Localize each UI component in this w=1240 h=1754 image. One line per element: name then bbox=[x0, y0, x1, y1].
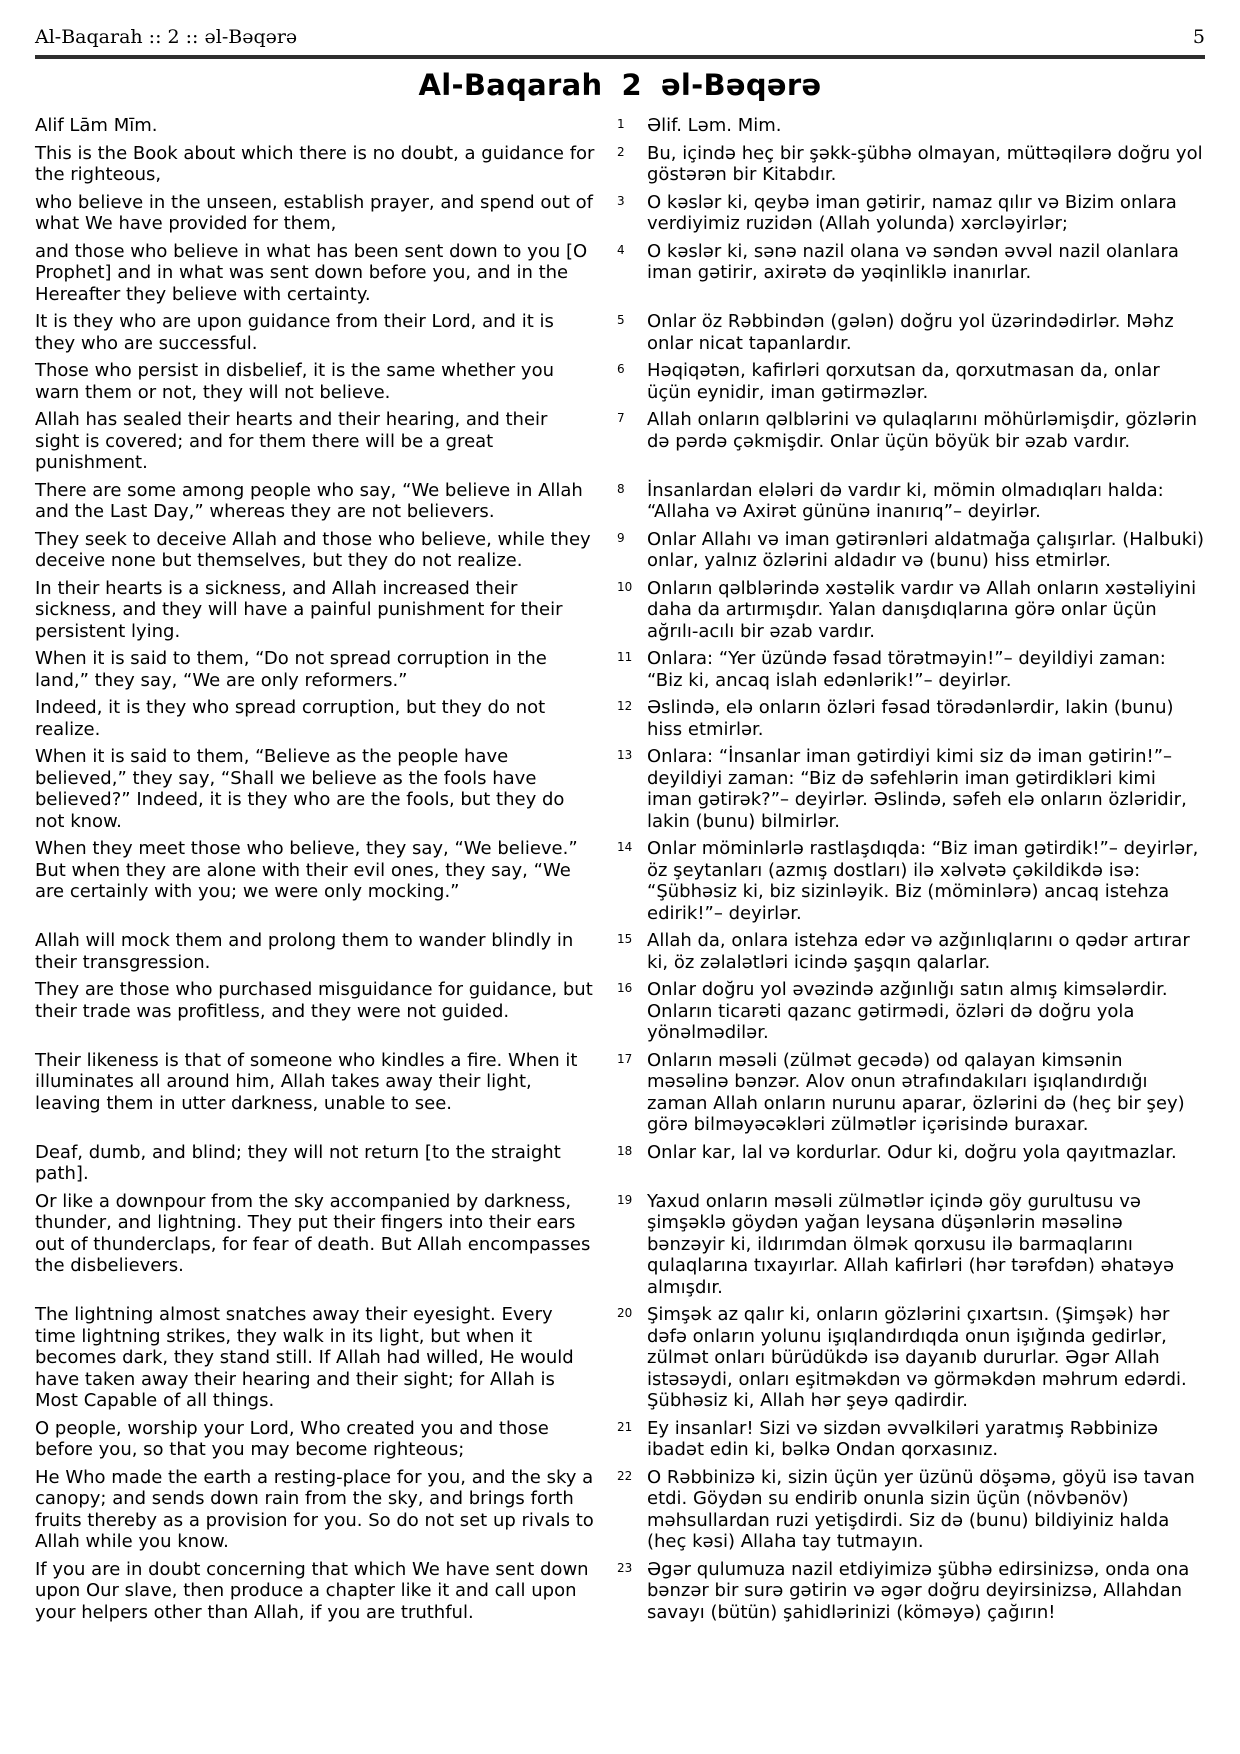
verse-text-english: When it is said to them, “Believe as the people have believed,” they say, “Shall we believe as the fools have believed?” Indeed, it is they who are the fools, but they do not know. bbox=[35, 746, 565, 832]
verse-text-english: Alif Lām Mīm. bbox=[35, 115, 158, 136]
chapter-number: 2 bbox=[621, 68, 642, 102]
verse-row bbox=[35, 979, 1205, 1044]
verse-text-azerbaijani: Həqiqətən, kafirləri qorxutsan da, qorxutmasan da, onlar üçün eynidir, iman gətirməzlər. bbox=[647, 360, 1160, 403]
verse-text-azerbaijani: Onlar doğru yol əvəzində azğınlığı satın almış kimsələrdir. Onların ticarəti qazanc gətirmədi, özləri də doğru yola yönəlmədilər. bbox=[647, 979, 1168, 1043]
verse-number: 19 bbox=[617, 1192, 633, 1207]
verse-text-english: Those who persist in disbelief, it is the same whether you warn them or not, they will not believe. bbox=[35, 360, 555, 403]
verse-azerbaijani-cell bbox=[617, 697, 1205, 740]
verse-azerbaijani-cell bbox=[617, 360, 1205, 403]
verse-row bbox=[35, 746, 1205, 832]
verse-azerbaijani-cell bbox=[617, 1418, 1205, 1461]
verse-number: 21 bbox=[617, 1419, 633, 1434]
verse-row bbox=[35, 360, 1205, 403]
verse-text-azerbaijani: Onlara: “İnsanlar iman gətirdiyi kimi siz də iman gətirin!”– deyildiyi zaman: “Biz də səfehlərin iman gətirdikləri kimi iman gətirək?”– deyirlər. Əslində, səfeh elə onların özləridir, lakin (bunu) bilmirlər. bbox=[647, 746, 1187, 832]
verse-number: 9 bbox=[617, 530, 625, 545]
verse-text-english: Or like a downpour from the sky accompanied by darkness, thunder, and lightning. They put their fingers into their ears out of thunderclaps, for fear of death. But Allah encompasses the disbelievers. bbox=[35, 1190, 591, 1276]
verse-text-english: Their likeness is that of someone who kindles a fire. When it illuminates all around him, Allah takes away their light, leaving them in utter darkness, unable to see. bbox=[35, 1049, 578, 1114]
verse-azerbaijani-cell bbox=[617, 1191, 1205, 1299]
verse-text-azerbaijani: Onların qəlblərində xəstəlik vardır və Allah onların xəstəliyini daha da artırmışdır. Yalan danışdıqlarına görə onlar üçün ağrılı-acılı bir əzab vardır. bbox=[647, 577, 1197, 642]
verse-azerbaijani-cell bbox=[617, 529, 1205, 572]
verse-azerbaijani-cell bbox=[617, 1559, 1205, 1624]
verse-text-azerbaijani: Onların məsəli (zülmət gecədə) od qalayan kimsənin məsəlinə bənzər. Alov onun ətrafındakıları işıqlandırdığı zaman Allah onların nurunu aparar, özlərini də (heç bir şey) görə bilməyəcəkləri zülmətlər içərisində buraxar. bbox=[647, 1049, 1185, 1135]
verse-azerbaijani-cell bbox=[617, 480, 1205, 523]
verse-row bbox=[35, 648, 1205, 691]
verse-azerbaijani-cell bbox=[617, 1467, 1205, 1553]
running-header bbox=[35, 26, 1205, 59]
verse-number: 13 bbox=[617, 748, 633, 762]
verse-row bbox=[35, 1142, 1205, 1185]
verse-azerbaijani-cell bbox=[617, 648, 1205, 691]
page-number: 5 bbox=[1192, 26, 1205, 48]
verse-row bbox=[35, 697, 1205, 740]
verse-row bbox=[35, 1559, 1205, 1624]
verse-number: 12 bbox=[617, 699, 633, 713]
verse-text-english: In their hearts is a sickness, and Allah increased their sickness, and they will have a painful punishment for their persistent lying. bbox=[35, 577, 563, 642]
verse-text-english: They are those who purchased misguidance for guidance, but their trade was profitless, and they were not guided. bbox=[35, 979, 593, 1022]
verse-number: 14 bbox=[617, 840, 633, 854]
verse-text-english: This is the Book about which there is no doubt, a guidance for the righteous, bbox=[35, 142, 595, 185]
verse-text-english: who believe in the unseen, establish prayer, and spend out of what We have provided for them, bbox=[35, 191, 593, 234]
verse-text-azerbaijani: Onlar möminlərlə rastlaşdıqda: “Biz iman gətirdik!”– deyirlər, öz şeytanları (azmış dostları) ilə xəlvətə çəkildikdə isə: “Şübhəsiz ki, biz sizinləyik. Biz (möminlərə) ancaq istehza edirik!”– deyirlər. bbox=[647, 838, 1199, 924]
verse-azerbaijani-cell bbox=[617, 838, 1205, 924]
verse-row bbox=[35, 838, 1205, 924]
verse-row bbox=[35, 1418, 1205, 1461]
verse-row bbox=[35, 480, 1205, 523]
verse-text-azerbaijani: O kəslər ki, sənə nazil olana və səndən əvvəl nazil olanlara iman gətirir, axirətə də yəqinliklə inanırlar. bbox=[647, 240, 1179, 283]
verse-text-azerbaijani: O Rəbbinizə ki, sizin üçün yer üzünü döşəmə, göyü isə tavan etdi. Göydən su endirib onunla sizin üçün (növbənöv) məhsullardan ruzi yetişdirdi. Siz də (bunu) bildiyiniz halda (heç kəsi) Allaha tay tutmayın. bbox=[647, 1466, 1195, 1552]
verse-azerbaijani-cell bbox=[617, 578, 1205, 643]
verse-text-english: There are some among people who say, “We believe in Allah and the Last Day,” whereas they are not believers. bbox=[35, 479, 583, 522]
verse-azerbaijani-cell bbox=[617, 1142, 1205, 1164]
verse-number: 15 bbox=[617, 932, 633, 946]
verse-number: 23 bbox=[617, 1560, 633, 1575]
verse-text-azerbaijani: Onlar kar, lal və kordurlar. Odur ki, doğru yola qayıtmazlar. bbox=[647, 1141, 1177, 1163]
verse-number: 2 bbox=[617, 144, 625, 159]
verse-azerbaijani-cell bbox=[617, 1304, 1205, 1412]
verse-number: 3 bbox=[617, 193, 625, 208]
verse-text-english: Indeed, it is they who spread corruption, but they do not realize. bbox=[35, 697, 546, 740]
verse-text-english: It is they who are upon guidance from their Lord, and it is they who are successful. bbox=[35, 311, 554, 354]
verse-number: 5 bbox=[617, 313, 625, 327]
verse-row bbox=[35, 311, 1205, 354]
verse-text-azerbaijani: O kəslər ki, qeybə iman gətirir, namaz qılır və Bizim onlara verdiyimiz ruzidən (Allah yolunda) xərcləyirlər; bbox=[647, 191, 1177, 234]
verse-text-english: He Who made the earth a resting-place for you, and the sky a canopy; and sends down rain from the sky, and brings forth fruits thereby as a provision for you. So do not set up rivals to Allah while you know. bbox=[35, 1466, 594, 1552]
verse-text-azerbaijani: Allah onların qəlblərini və qulaqlarını möhürləmişdir, gözlərin də pərdə çəkmişdir. Onlar üçün böyük bir əzab vardır. bbox=[647, 409, 1198, 452]
verse-text-english: They seek to deceive Allah and those who believe, while they deceive none but themselves, but they do not realize. bbox=[35, 528, 591, 571]
verse-azerbaijani-cell bbox=[617, 746, 1205, 832]
verse-number: 10 bbox=[617, 579, 633, 594]
verse-text-azerbaijani: Əlif. Ləm. Mim. bbox=[647, 115, 782, 136]
verse-number: 8 bbox=[617, 481, 625, 496]
verse-text-english: and those who believe in what has been sent down to you [O Prophet] and in what was sent down before you, and in the Hereafter they believe with certainty. bbox=[35, 240, 588, 305]
verse-row bbox=[35, 143, 1205, 186]
verse-number: 20 bbox=[617, 1306, 633, 1320]
verse-azerbaijani-cell bbox=[617, 979, 1205, 1044]
verse-row bbox=[35, 1050, 1205, 1136]
verse-azerbaijani-cell bbox=[617, 311, 1205, 354]
verse-number: 17 bbox=[617, 1051, 633, 1066]
chapter-title-english: Al-Baqarah bbox=[418, 68, 603, 102]
verse-text-azerbaijani: Ey insanlar! Sizi və sizdən əvvəlkiləri yaratmış Rəbbinizə ibadət edin ki, bəlkə Ondan qorxasınız. bbox=[647, 1417, 1159, 1460]
chapter-title-azerbaijani: əl-Bəqərə bbox=[660, 68, 822, 102]
verse-text-azerbaijani: Onlar Allahı və iman gətirənləri aldatmağa çalışırlar. (Halbuki) onlar, yalnız özlərini aldadır və (bunu) hiss etmirlər. bbox=[647, 528, 1205, 571]
verse-row bbox=[35, 115, 1205, 137]
verse-number: 22 bbox=[617, 1468, 633, 1483]
verse-text-azerbaijani: Şimşək az qalır ki, onların gözlərini çıxartsın. (Şimşək) hər dəfə onların yolunu işıqlandırdıqda onun işığında gedirlər, zülmət onları bürüdükdə isə dayanıb dururlar. Əgər Allah istəsəydi, onları eşitməkdən və görməkdən məhrum edərdi. Şübhəsiz ki, Allah hər şeyə qadirdir. bbox=[647, 1304, 1187, 1411]
verse-row bbox=[35, 192, 1205, 235]
verse-text-english: If you are in doubt concerning that which We have sent down upon Our slave, then produce a chapter like it and call upon your helpers other than Allah, if you are truthful. bbox=[35, 1558, 589, 1623]
verse-text-english: When they meet those who believe, they say, “We believe.” But when they are alone with their evil ones, they say, “We are certainly with you; we were only mocking.” bbox=[35, 838, 578, 902]
verse-number: 18 bbox=[617, 1143, 633, 1158]
verse-text-english: Allah will mock them and prolong them to wander blindly in their transgression. bbox=[35, 930, 574, 973]
verse-row bbox=[35, 1467, 1205, 1553]
verse-text-english: Allah has sealed their hearts and their hearing, and their sight is covered; and for them there will be a great punishment. bbox=[35, 409, 548, 473]
verse-text-english: O people, worship your Lord, Who created you and those before you, so that you may become righteous; bbox=[35, 1417, 549, 1460]
verse-text-azerbaijani: Allah da, onlara istehza edər və azğınlıqlarını o qədər artırar ki, öz zəlalətləri icində şaşqın qalarlar. bbox=[647, 930, 1190, 973]
verse-azerbaijani-cell bbox=[617, 1050, 1205, 1136]
verse-number: 1 bbox=[617, 117, 625, 131]
verse-azerbaijani-cell bbox=[617, 241, 1205, 284]
chapter-title bbox=[35, 68, 1205, 102]
header-chapter-title: Al-Baqarah :: 2 :: əl-Bəqərə bbox=[35, 26, 298, 48]
verse-number: 4 bbox=[617, 242, 625, 257]
verse-azerbaijani-cell bbox=[617, 115, 1205, 137]
verse-text-english: Deaf, dumb, and blind; they will not return [to the straight path]. bbox=[35, 1141, 561, 1184]
verse-row bbox=[35, 1191, 1205, 1299]
verse-number: 7 bbox=[617, 411, 625, 425]
verse-number: 16 bbox=[617, 981, 633, 995]
verse-row bbox=[35, 241, 1205, 306]
verse-text-azerbaijani: Onlara: “Yer üzündə fəsad törətməyin!”– deyildiyi zaman: “Biz ki, ancaq islah edənlərik!”– deyirlər. bbox=[647, 648, 1166, 691]
verse-list bbox=[35, 115, 1205, 1623]
verse-azerbaijani-cell bbox=[617, 409, 1205, 452]
verse-azerbaijani-cell bbox=[617, 143, 1205, 186]
verse-text-azerbaijani: Onlar öz Rəbbindən (gələn) doğru yol üzərindədirlər. Məhz onlar nicat tapanlardır. bbox=[647, 311, 1174, 354]
verse-azerbaijani-cell bbox=[617, 192, 1205, 235]
verse-text-azerbaijani: Əgər qulumuza nazil etdiyimizə şübhə edirsinizsə, onda ona bənzər bir surə gətirin və əgər doğru deyirsinizsə, Allahdan savayı (bütün) şahidlərinizi (köməyə) çağırın! bbox=[647, 1558, 1190, 1623]
verse-number: 11 bbox=[617, 650, 633, 664]
verse-azerbaijani-cell bbox=[617, 930, 1205, 973]
verse-text-azerbaijani: Yaxud onların məsəli zülmətlər içində göy gurultusu və şimşəklə göydən yağan leysana düşənlərin məsəlinə bənzəyir ki, ildırımdan ölmək qorxusu ilə barmaqlarını qulaqlarına tıxayırlar. Allah kafirləri (hər tərəfdən) əhatəyə almışdır. bbox=[647, 1190, 1175, 1298]
verse-row bbox=[35, 930, 1205, 973]
verse-text-english: The lightning almost snatches away their eyesight. Every time lightning strikes, they walk in its light, but when it becomes dark, they stand still. If Allah had willed, He would have taken away their hearing and their sight; for Allah is Most Capable of all things. bbox=[35, 1304, 574, 1411]
verse-row bbox=[35, 1304, 1205, 1412]
verse-row bbox=[35, 409, 1205, 474]
verse-text-english: When it is said to them, “Do not spread corruption in the land,” they say, “We are only reformers.” bbox=[35, 648, 547, 691]
verse-row bbox=[35, 529, 1205, 572]
verse-row bbox=[35, 578, 1205, 643]
verse-text-azerbaijani: Əslində, elə onların özləri fəsad törədənlərdir, lakin (bunu) hiss etmirlər. bbox=[647, 697, 1174, 740]
verse-number: 6 bbox=[617, 362, 625, 376]
verse-text-azerbaijani: İnsanlardan elələri də vardır ki, mömin olmadıqları halda: “Allaha və Axirət gününə inanırıq”– deyirlər. bbox=[647, 479, 1164, 522]
verse-text-azerbaijani: Bu, içində heç bir şəkk-şübhə olmayan, müttəqilərə doğru yol göstərən bir Kitabdır. bbox=[647, 142, 1203, 185]
